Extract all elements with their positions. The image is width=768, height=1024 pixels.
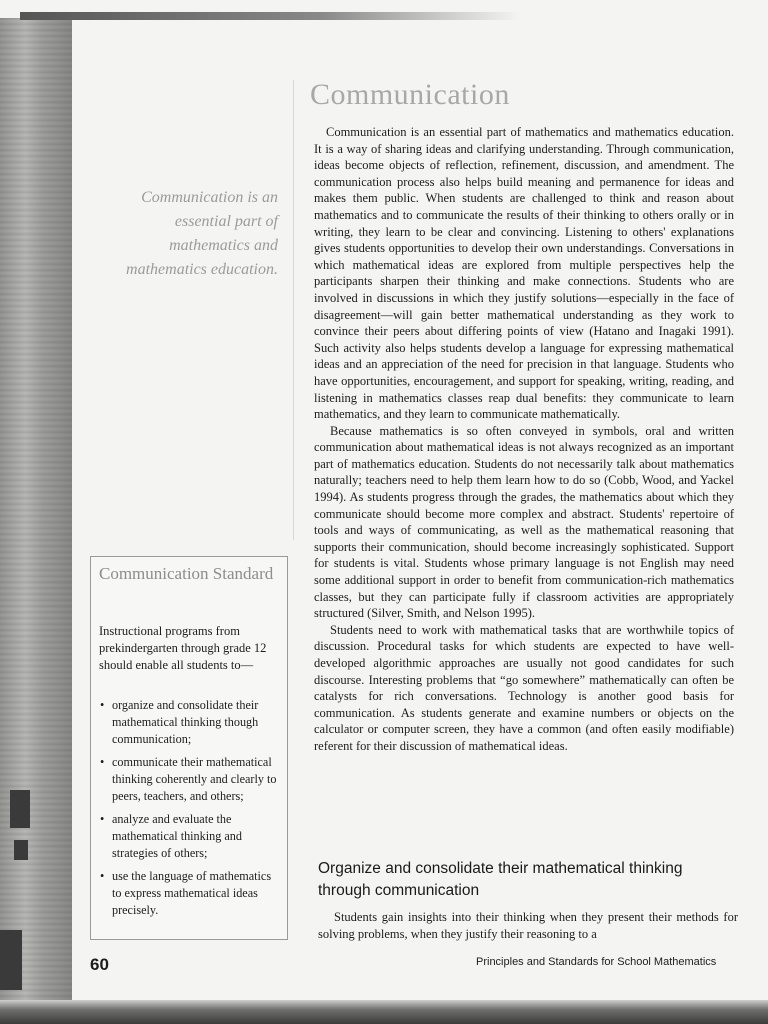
binding-mark	[10, 790, 30, 828]
binding-mark	[0, 930, 22, 990]
body-text	[314, 124, 734, 755]
pull-quote-line: Communication is an	[141, 189, 278, 206]
binding-mark	[14, 840, 28, 860]
body-paragraph: Students need to work with mathematical tasks that are worthwhile topics of discussion. Procedural tasks for which students are expected to have well-developed algorithmic approaches are usually not good candidates for such discourse. Interesting problems that “go somewhere” mathematically can often be catalysts for rich conversations. Technology is another good basis for communication. As students generate and examine numbers or objects on the calculator or computer screen, they have a common (and often easily modifiable) referent for their discussion of mathematical ideas.	[314, 622, 734, 753]
body-paragraph: Students gain insights into their thinking when they present their methods for solving problems, when they justify their reasoning to a	[318, 910, 738, 941]
sidebar-list-item: • communicate their mathematical thinking coherently and clearly to peers, teachers, and others;	[99, 754, 283, 805]
page-number: 60	[90, 955, 109, 974]
pull-quote-line: essential part of	[174, 213, 278, 230]
standard-sidebar	[90, 556, 288, 940]
column-divider	[293, 80, 294, 540]
running-footer: Principles and Standards for School Mathematics	[476, 956, 717, 968]
sidebar-list-item: • use the language of mathematics to express mathematical ideas precisely.	[99, 868, 283, 919]
sidebar-list	[99, 697, 283, 925]
section-heading: Communication	[310, 78, 510, 111]
pull-quote-line: mathematics education.	[126, 261, 278, 278]
body-paragraph: Because mathematics is so often conveyed in symbols, oral and written communication about mathematical ideas is not always recognized as an important part of mathematics education. Students do not necessarily talk about mathematics naturally; teachers need to help them learn how to do so (Cobb, Wood, and Yackel 1994). As students progress through the grades, the mathematics about which they communicate should become more complex and abstract. Students' repertoire of tools and ways of communicating, as well as the mathematical reasoning that supports their communication, should become increasingly sophisticated. Support for students is vital. Students whose primary language is not English may need some additional support in order to benefit from communication-rich mathematics classes, but they can participate fully if classroom activities are appropriately structured (Silver, Smith, and Nelson 1995).	[314, 423, 734, 621]
body-paragraph: Communication is an essential part of mathematics and mathematics education. It is a way of sharing ideas and clarifying understanding. Through communication, ideas become objects of reflection, refinement, discussion, and amendment. The communication process also helps build meaning and permanence for ideas and makes them public. When students are challenged to think and reason about mathematics and to communicate the results of their thinking to others orally or in writing, they learn to be clear and convincing. Listening to others' explanations gives students opportunities to develop their own understandings. Conversations in which mathematical ideas are explored from multiple perspectives help the participants sharpen their thinking and make connections. Students who are involved in discussions in which they justify solutions—especially in the face of disagreement—will gain better mathematical understanding as they work to convince their peers about differing points of view (Hatano and Inagaki 1991). Such activity also helps students develop a language for expressing mathematical ideas and an appreciation of the need for precision in that language. Students who have opportunities, encouragement, and support for speaking, writing, reading, and listening in mathematics classes reap dual benefits: they communicate to learn mathematics, and they learn to communicate mathematically.	[314, 125, 734, 422]
sidebar-list-item: • organize and consolidate their mathematical thinking though communication;	[99, 697, 283, 748]
scan-bottom-edge	[0, 1000, 768, 1024]
subheading: Organize and consolidate their mathematical thinking through communication	[318, 860, 683, 899]
pull-quote-line: mathematics and	[169, 237, 278, 254]
scan-binding-strip	[0, 18, 72, 1008]
sidebar-intro: Instructional programs from prekindergarten through grade 12 should enable all students to—	[99, 624, 267, 672]
scan-top-edge	[20, 12, 520, 20]
sidebar-list-item: • analyze and evaluate the mathematical thinking and strategies of others;	[99, 811, 283, 862]
sidebar-title: Communication Standard	[99, 564, 274, 583]
pull-quote	[92, 186, 278, 282]
